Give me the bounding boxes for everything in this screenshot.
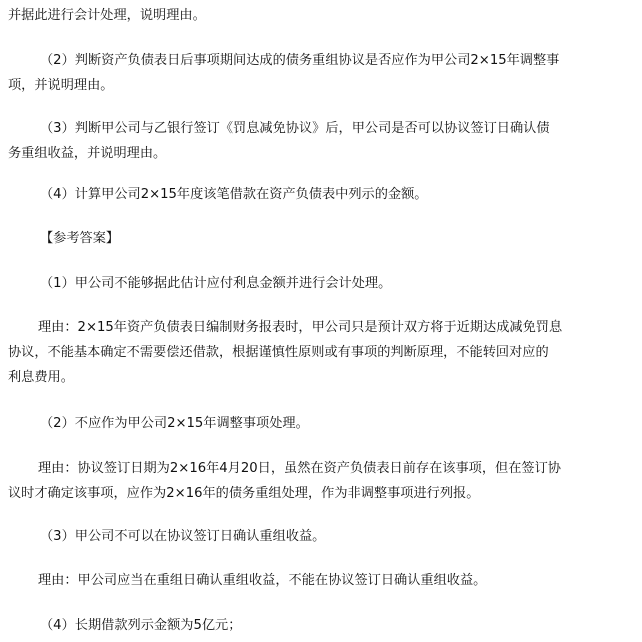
text-line: 务重组收益，并说明理由。 bbox=[8, 146, 167, 161]
paragraph-intro-continuation bbox=[8, 3, 206, 28]
answer-4 bbox=[40, 613, 241, 638]
answer-2-reason bbox=[8, 456, 561, 506]
text-line: （3）判断甲公司与乙银行签订《罚息减免协议》后，甲公司是否可以协议签订日确认债 bbox=[40, 121, 550, 136]
text-line: 项，并说明理由。 bbox=[8, 78, 114, 93]
text-line: （2）不应作为甲公司2×15年调整事项处理。 bbox=[40, 416, 309, 431]
answer-3 bbox=[40, 524, 325, 549]
text-line: （3）甲公司不可以在协议签订日确认重组收益。 bbox=[40, 529, 326, 544]
text-line: 理由：2×15年资产负债表日编制财务报表时，甲公司只是预计双方将于近期达成减免罚息 bbox=[38, 320, 563, 335]
text-line: 议时才确定该事项，应作为2×16年的债务重组处理，作为非调整事项进行列报。 bbox=[8, 486, 480, 501]
answer-1-reason bbox=[8, 315, 563, 390]
answer-3-reason bbox=[38, 568, 486, 593]
text-line: （2）判断资产负债表日后事项期间达成的债务重组协议是否应作为甲公司2×15年调整事 bbox=[40, 53, 560, 68]
answer-2 bbox=[40, 411, 309, 436]
text-line: 理由：协议签订日期为2×16年4月20日，虽然在资产负债表日前存在该事项，但在签订协 bbox=[38, 461, 561, 476]
question-2 bbox=[8, 48, 560, 98]
text-line: （4）计算甲公司2×15年度该笔借款在资产负债表中列示的金额。 bbox=[40, 187, 428, 202]
text-line: （1）甲公司不能够据此估计应付利息金额并进行会计处理。 bbox=[40, 276, 392, 291]
answer-1 bbox=[40, 271, 391, 296]
question-4 bbox=[40, 182, 427, 207]
text-line: （4）长期借款列示金额为5亿元； bbox=[40, 618, 242, 633]
text-line: 利息费用。 bbox=[8, 370, 74, 385]
reference-answer-heading bbox=[40, 226, 119, 251]
text-line: 理由：甲公司应当在重组日确认重组收益，不能在协议签订日确认重组收益。 bbox=[38, 573, 487, 588]
question-3 bbox=[8, 116, 550, 166]
text-line: 【参考答案】 bbox=[40, 231, 120, 246]
text-line: 协议，不能基本确定不需要偿还借款，根据谨慎性原则或有事项的判断原理，不能转回对应的 bbox=[8, 345, 549, 360]
text-line: 并据此进行会计处理，说明理由。 bbox=[8, 8, 206, 23]
